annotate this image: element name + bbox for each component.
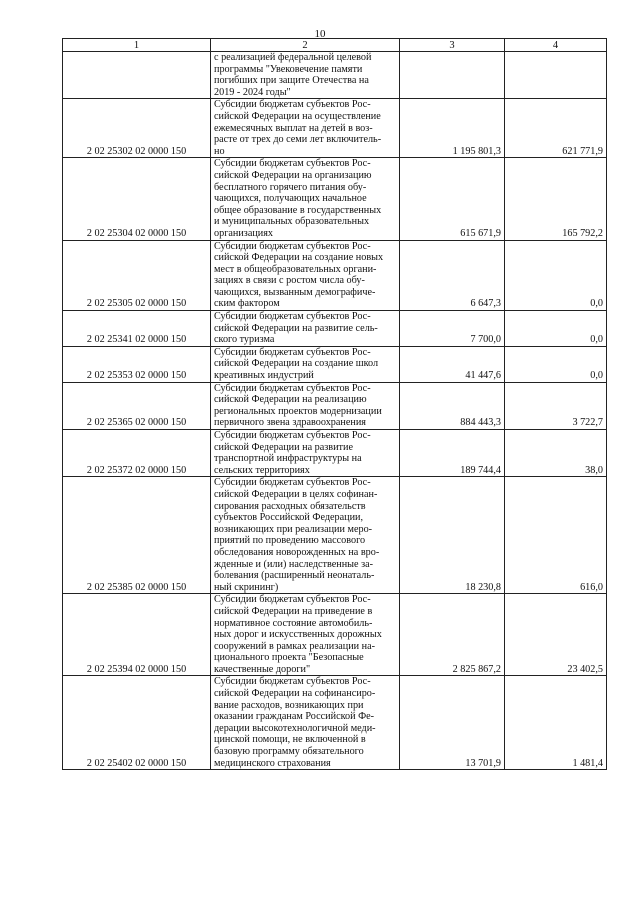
income-name-line: возникающих при реализации меро-	[214, 523, 373, 535]
table-row	[63, 240, 607, 311]
amount-col3-cell: 615 671,9	[400, 158, 505, 240]
amount-col4-cell: 616,0	[505, 477, 607, 594]
income-name-line: транспортной инфраструктуры на	[214, 453, 362, 465]
income-name-line: медицинского страхования	[214, 757, 331, 769]
income-name-cell	[211, 477, 400, 594]
income-name-line: бесплатного горячего питания обу-	[214, 181, 367, 193]
column-header-1: 1	[63, 39, 211, 52]
income-name-line: болевания (расширенный неонаталь-	[214, 570, 375, 582]
income-name-cell	[211, 158, 400, 240]
amount-col3-cell: 1 195 801,3	[400, 99, 505, 158]
income-name-line: Субсидии бюджетам субъектов Рос-	[214, 311, 371, 323]
income-name-line: Субсидии бюджетам субъектов Рос-	[214, 477, 371, 489]
income-name-line: сийской Федерации на создание новых	[214, 252, 384, 264]
amount-col3-cell: 6 647,3	[400, 240, 505, 311]
income-name-line: погибших при защите Отечества на	[214, 75, 369, 87]
amount-col3-cell: 2 825 867,2	[400, 594, 505, 676]
income-name-line: ный скрининг)	[214, 581, 279, 593]
income-name-cell	[211, 99, 400, 158]
income-name-line: Субсидии бюджетам субъектов Рос-	[214, 430, 371, 441]
amount-col4-cell: 165 792,2	[505, 158, 607, 240]
income-name-line: первичного звена здравоохранения	[214, 417, 366, 429]
income-code-cell: 2 02 25372 02 0000 150	[63, 430, 211, 477]
income-name-line: и муниципальных образовательных	[214, 216, 370, 228]
table-header	[63, 39, 607, 52]
income-name-line: зациях в связи с ростом числа обу-	[214, 275, 365, 287]
income-name-line: вание расходов, возникающих при	[214, 699, 364, 711]
income-name-line: 2019 - 2024 годы"	[214, 86, 291, 98]
income-name-cell	[211, 594, 400, 676]
income-name-line: ским фактором	[214, 298, 280, 310]
income-name-cell	[211, 676, 400, 770]
income-name-line: сийской Федерации в целях софинан-	[214, 488, 378, 500]
income-name-line: программы "Увековечение памяти	[214, 63, 363, 75]
table-row	[63, 477, 607, 594]
amount-col4-cell: 38,0	[505, 430, 607, 477]
income-name-line: ционального проекта "Безопасные	[214, 652, 364, 664]
income-name-line: Субсидии бюджетам субъектов Рос-	[214, 240, 371, 252]
column-header-3: 3	[400, 39, 505, 52]
income-name-line: цинской помощи, не включенной в	[214, 734, 366, 746]
income-code-cell: 2 02 25385 02 0000 150	[63, 477, 211, 594]
income-name-line: региональных проектов модернизации	[214, 405, 382, 417]
income-code-cell: 2 02 25304 02 0000 150	[63, 158, 211, 240]
income-name-cell	[211, 240, 400, 311]
income-name-line: сооружений в рамках реализации на-	[214, 640, 376, 652]
income-code-cell: 2 02 25341 02 0000 150	[63, 311, 211, 347]
income-name-line: сийской Федерации на создание школ	[214, 358, 379, 370]
amount-col3-cell: 18 230,8	[400, 477, 505, 594]
income-name-cell	[211, 311, 400, 347]
income-name-line: сийской Федерации на организацию	[214, 169, 372, 181]
income-name-line: расте от трех до семи лет включитель-	[214, 134, 382, 146]
income-name-line: качественные дороги"	[214, 663, 311, 675]
income-name-cell	[211, 382, 400, 429]
amount-col4-cell	[505, 52, 607, 99]
income-name-line: Субсидии бюджетам субъектов Рос-	[214, 346, 371, 358]
income-name-line: сийской Федерации на развитие	[214, 441, 353, 453]
income-name-line: обследования новорожденных на вро-	[214, 546, 380, 558]
income-code-cell: 2 02 25305 02 0000 150	[63, 240, 211, 311]
income-name-line: сийской Федерации на реализацию	[214, 394, 367, 406]
amount-col4-cell: 1 481,4	[505, 676, 607, 770]
income-name-line: жденные и (или) наследственные за-	[214, 558, 374, 570]
amount-col4-cell: 0,0	[505, 311, 607, 347]
income-code-cell	[63, 52, 211, 99]
table-row	[63, 311, 607, 347]
income-name-line: базовую программу обязательного	[214, 746, 364, 758]
table-row	[63, 158, 607, 240]
amount-col4-cell: 23 402,5	[505, 594, 607, 676]
income-name-line: креативных индустрий	[214, 370, 314, 382]
amount-col4-cell: 3 722,7	[505, 382, 607, 429]
table-row	[63, 382, 607, 429]
income-name-line: сирования расходных обязательств	[214, 500, 366, 512]
income-name-line: сийской Федерации на приведение в	[214, 605, 373, 617]
amount-col4-cell: 0,0	[505, 240, 607, 311]
income-name-line: сельских территориях	[214, 464, 310, 476]
table-row	[63, 52, 607, 99]
amount-col3-cell	[400, 52, 505, 99]
income-name-line: Субсидии бюджетам субъектов Рос-	[214, 676, 371, 688]
amount-col4-cell: 621 771,9	[505, 99, 607, 158]
income-code-cell: 2 02 25402 02 0000 150	[63, 676, 211, 770]
table-row	[63, 594, 607, 676]
income-name-line: субъектов Российской Федерации,	[214, 512, 364, 524]
income-name-line: чающихся, получающих начальное	[214, 193, 367, 205]
income-name-line: нормативное состояние автомобиль-	[214, 617, 373, 629]
page-number: 10	[314, 28, 326, 40]
income-name-line: с реализацией федеральной целевой	[214, 52, 372, 63]
income-code-cell: 2 02 25394 02 0000 150	[63, 594, 211, 676]
income-code-cell: 2 02 25302 02 0000 150	[63, 99, 211, 158]
table-row	[63, 346, 607, 382]
income-name-line: ных дорог и искусственных дорожных	[214, 629, 382, 641]
income-name-line: ского туризма	[214, 334, 275, 346]
amount-col3-cell: 7 700,0	[400, 311, 505, 347]
income-code-cell: 2 02 25365 02 0000 150	[63, 382, 211, 429]
income-name-line: чающихся, вызванным демографиче-	[214, 286, 376, 298]
table-row	[63, 99, 607, 158]
amount-col3-cell: 189 744,4	[400, 430, 505, 477]
income-name-line: приятий по проведению массового	[214, 535, 366, 547]
income-name-line: ежемесячных выплат на детей в воз-	[214, 122, 373, 134]
income-name-cell	[211, 346, 400, 382]
income-name-line: Субсидии бюджетам субъектов Рос-	[214, 594, 371, 606]
income-name-line: но	[214, 145, 225, 157]
income-name-line: сийской Федерации на осуществление	[214, 110, 381, 122]
amount-col4-cell: 0,0	[505, 346, 607, 382]
column-header-2: 2	[211, 39, 400, 52]
income-name-line: Субсидии бюджетам субъектов Рос-	[214, 158, 371, 170]
income-name-line: Субсидии бюджетам субъектов Рос-	[214, 99, 371, 111]
amount-col3-cell: 884 443,3	[400, 382, 505, 429]
income-name-line: Субсидии бюджетам субъектов Рос-	[214, 382, 371, 394]
income-name-line: оказании гражданам Российской Фе-	[214, 711, 375, 723]
income-name-line: сийской Федерации на развитие сель-	[214, 322, 378, 334]
table-row	[63, 430, 607, 477]
table-row	[63, 676, 607, 770]
amount-col3-cell: 41 447,6	[400, 346, 505, 382]
income-name-cell	[211, 52, 400, 99]
income-name-line: дерации высокотехнологичной меди-	[214, 722, 376, 734]
amount-col3-cell: 13 701,9	[400, 676, 505, 770]
income-name-line: мест в общеобразовательных органи-	[214, 263, 377, 275]
income-name-line: сийской Федерации на софинансиро-	[214, 688, 376, 700]
income-name-line: общее образование в государственных	[214, 204, 382, 216]
income-name-line: организациях	[214, 227, 274, 239]
income-name-cell	[211, 430, 400, 477]
budget-table	[62, 38, 607, 770]
column-header-4: 4	[505, 39, 607, 52]
income-code-cell: 2 02 25353 02 0000 150	[63, 346, 211, 382]
table-body	[63, 52, 607, 770]
